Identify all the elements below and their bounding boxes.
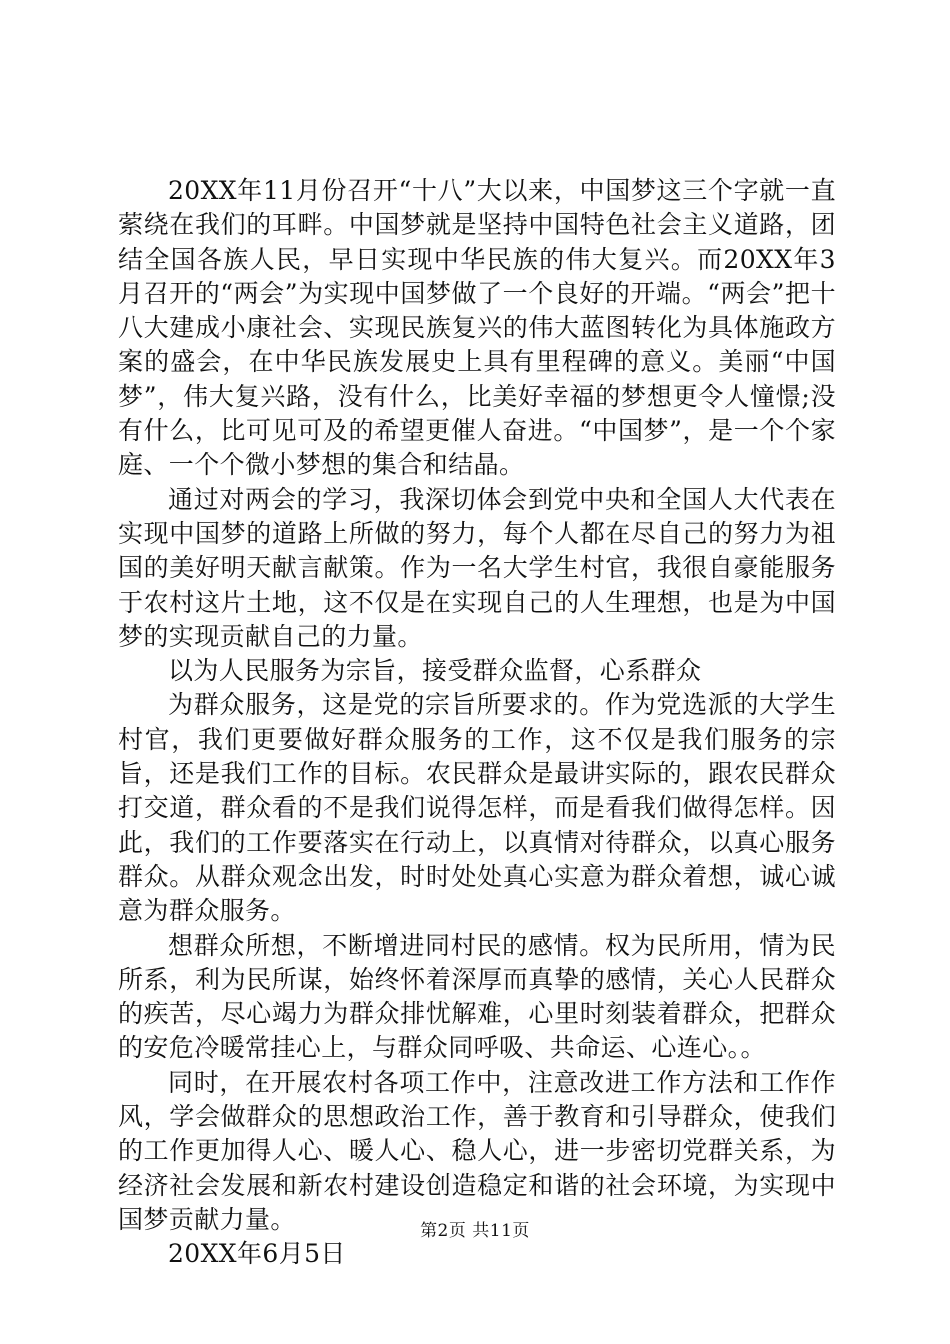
page-number-footer: 第2页 共11页 <box>420 1221 530 1241</box>
paragraph-feelings: 想群众所想，不断增进同村民的感情。权为民所用，情为民所系，利为民所谋，始终怀着深厚而真挚的感情，关心人民群众的疾苦，尽心竭力为群众排忧解难，心里时刻装着群众，把群众的安危冷暖常挂心上，与群众同呼吸、共命运、心连心。。 <box>118 930 836 1063</box>
document-body <box>118 174 836 1272</box>
paragraph-study: 通过对两会的学习，我深切体会到党中央和全国人大代表在实现中国梦的道路上所做的努力，每个人都在尽自己的努力为祖国的美好明天献言献策。作为一名大学生村官，我很自豪能服务于农村这片土地，这不仅是在实现自己的人生理想，也是为中国梦的实现贡献自己的力量。 <box>118 484 836 651</box>
paragraph-date: 20XX年6月5日 <box>168 1239 346 1269</box>
paragraph-heading: 以为人民服务为宗旨，接受群众监督，心系群众 <box>168 656 702 686</box>
paragraph-methods: 同时，在开展农村各项工作中，注意改进工作方法和工作作风，学会做群众的思想政治工作，善于教育和引导群众，使我们的工作更加得人心、暖人心、稳人心，进一步密切党群关系，为经济社会发展和新农村建设创造稳定和谐的社会环境，为实现中国梦贡献力量。 <box>118 1067 836 1234</box>
paragraph-service: 为群众服务，这是党的宗旨所要求的。作为党选派的大学生村官，我们更要做好群众服务的工作，这不仅是我们服务的宗旨，还是我们工作的目标。农民群众是最讲实际的，跟农民群众打交道，群众看的不是我们说得怎样，而是看我们做得怎样。因此，我们的工作要落实在行动上，以真情对待群众，以真心服务群众。从群众观念出发，时时处处真心实意为群众着想，诚心诚意为群众服务。 <box>118 690 836 926</box>
paragraph-intro: 20XX年11月份召开“十八”大以来，中国梦这三个字就一直萦绕在我们的耳畔。中国梦就是坚持中国特色社会主义道路，团结全国各族人民，早日实现中华民族的伟大复兴。而20XX年3月召开的“两会”为实现中国梦做了一个良好的开端。“两会”把十八大建成小康社会、实现民族复兴的伟大蓝图转化为具体施政方案的盛会，在中华民族发展史上具有里程碑的意义。美丽“中国梦”，伟大复兴路，没有什么，比美好幸福的梦想更令人憧憬;没有什么，比可见可及的希望更催人奋进。“中国梦”，是一个个家庭、一个个微小梦想的集合和结晶。 <box>118 176 836 480</box>
